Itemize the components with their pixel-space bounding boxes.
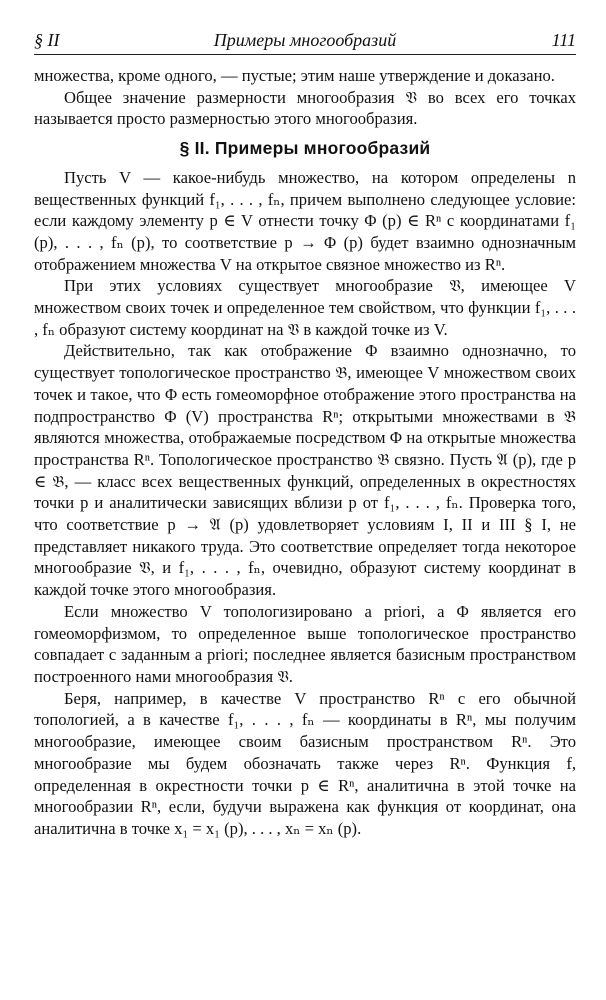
book-page [34, 28, 576, 840]
page-body [34, 65, 576, 840]
section-heading: § II. Примеры многообразий [179, 138, 431, 159]
paragraph-example: Беря, например, в качестве V пространство Rⁿ с его обычной топологией, а в качестве f₁, . . . , fₙ — координаты в Rⁿ, мы получим многообразие, имеющее своим базисным пространством Rⁿ. Это многообразие мы будем обозначать также через Rⁿ. Функция f, определенная в окрестности точки p ∈ Rⁿ, аналитична в этой точке на многообразии Rⁿ, если, будучи выражена как функция от координат, она аналитична в точке x₁ = x₁ (p), . . . , xₙ = xₙ (p). [34, 688, 576, 838]
header-section-mark: § II [34, 30, 60, 50]
header-running-title: Примеры многообразий [213, 30, 397, 50]
paragraph-dimension: Общее значение размерности многообразия 𝔙 во всех его точках называется просто размерностью этого многообразия. [34, 87, 576, 129]
paragraph-continued: множества, кроме одного, — пустые; этим наше утверждение и доказано. [34, 66, 555, 85]
paragraph-existence: При этих условиях существует многообразие 𝔙, имеющее V множеством своих точек и определенное тем свойством, что функции f₁, . . . , fₙ образуют систему координат на 𝔙 в каждой точке из V. [34, 276, 576, 339]
paragraph-proof: Действительно, так как отображение Φ взаимно однозначно, то существует топологическое пространство 𝔅, имеющее V множеством своих точек и такое, что Φ есть гомеоморфное отображение этого пространства на подпространство Φ (V) пространства Rⁿ; открытыми множествами в 𝔅 являются множества, отображаемые посредством Φ на открытые множества пространства Rⁿ. Топологическое пространство 𝔅 связно. Пусть 𝔄 (p), где p ∈ 𝔅, — класс всех вещественных функций, определенных в окрестностях точки p и аналитически зависящих вблизи p от f₁, . . . , fₙ. Проверка того, что соответствие p → 𝔄 (p) удовлетворяет условиям I, II и III § I, не представляет никакого труда. Это соответствие определяет тогда некоторое многообразие 𝔙, и f₁, . . . , fₙ, очевидно, образуют систему координат в каждой точке этого многообразия. [34, 341, 576, 600]
running-header [34, 28, 576, 55]
paragraph-definition: Пусть V — какое-нибудь множество, на котором определены n вещественных функций f₁, . . . , fₙ, причем выполнено следующее условие: если каждому элементу p ∈ V отнести точку Φ (p) ∈ Rⁿ с координатами f₁ (p), . . . , fₙ (p), то соответствие p → Φ (p) будет взаимно однозначным отображением множества V на открытое связное множество из Rⁿ. [34, 167, 576, 274]
paragraph-apriori: Если множество V топологизировано a priori, а Φ является его гомеоморфизмом, то определенное выше топологическое пространство совпадает с заданным a priori; последнее является базисным пространством построенного нами многообразия 𝔙. [34, 601, 576, 686]
header-page-number: 111 [551, 30, 576, 50]
